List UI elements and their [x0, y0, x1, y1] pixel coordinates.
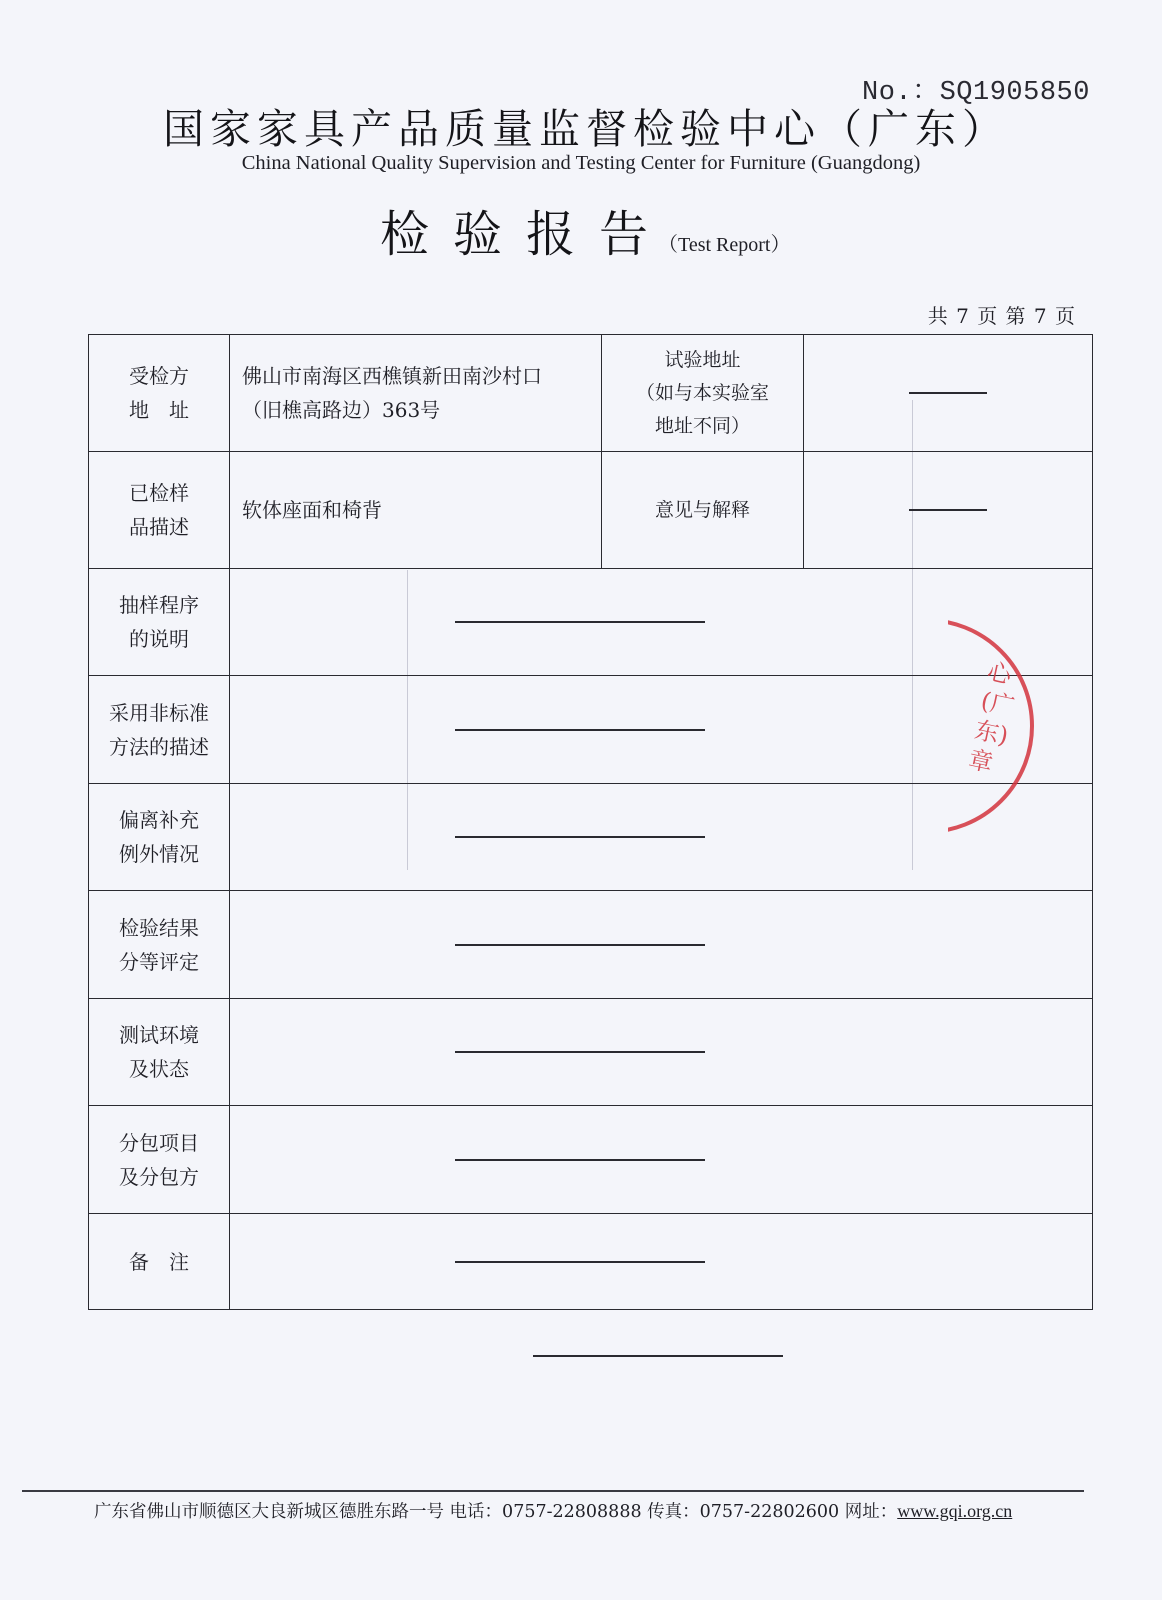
table-row — [89, 335, 1093, 452]
sample-label — [89, 452, 230, 569]
row-label — [89, 569, 230, 676]
test-address-value — [804, 335, 1093, 452]
label-line: 分等评定 — [119, 949, 199, 974]
label-line: 受检方 — [129, 364, 189, 388]
label-line: 抽样程序 — [119, 593, 199, 617]
label-line: 地址不同） — [654, 414, 750, 437]
empty-dash — [455, 1159, 705, 1161]
sample-value: 软体座面和椅背 — [230, 452, 602, 569]
label-line: 偏离补充 — [119, 808, 199, 832]
opinion-label: 意见与解释 — [602, 452, 804, 569]
report-number: No.：SQ1905850 — [862, 78, 1090, 108]
label-line: 已检样 — [129, 481, 189, 505]
label-line: 分包项目 — [119, 1130, 199, 1155]
empty-dash — [909, 509, 987, 511]
test-address-label — [602, 335, 804, 452]
empty-dash — [455, 1051, 705, 1053]
official-seal-stamp — [948, 618, 1048, 834]
label-line: 备 注 — [129, 1249, 189, 1274]
footer-address: 广东省佛山市顺德区大良新城区德胜东路一号 电话：0757-22808888 传真：0757-22802600 网址： — [94, 1502, 898, 1522]
report-title-en: （Test Report） — [658, 234, 791, 256]
empty-dash — [455, 729, 705, 731]
row-value — [230, 1214, 1093, 1310]
footer-divider — [22, 1490, 1084, 1492]
empty-dash — [455, 621, 705, 623]
label-line: 试验地址 — [664, 348, 741, 371]
row-label — [89, 1106, 230, 1214]
row-label — [89, 784, 230, 891]
label-line: 及状态 — [129, 1057, 189, 1081]
row-label — [89, 676, 230, 784]
table-row — [89, 676, 1093, 784]
value-line: （旧樵高路边）363号 — [242, 398, 441, 422]
empty-dash — [455, 944, 705, 946]
label-line: 例外情况 — [119, 842, 199, 866]
table-row — [89, 784, 1093, 891]
seal-text: 心(广东)章 — [966, 657, 1018, 778]
row-label — [89, 999, 230, 1106]
organization-name-en: China National Quality Supervision and Testing Center for Furniture (Guangdong) — [241, 152, 921, 174]
label-line: 的说明 — [129, 627, 189, 651]
organization-name-cn: 国家家具产品质量监督检验中心（广东） — [163, 105, 1009, 153]
label-line: 检验结果 — [119, 915, 199, 940]
label-line: 方法的描述 — [109, 734, 209, 759]
table-row — [89, 569, 1093, 676]
empty-dash — [455, 1261, 705, 1263]
table-row — [89, 891, 1093, 999]
label-line: （如与本实验室 — [635, 381, 769, 404]
address-label — [89, 335, 230, 452]
label-line: 及分包方 — [119, 1164, 199, 1189]
label-line: 测试环境 — [119, 1023, 199, 1047]
row-value — [230, 999, 1093, 1106]
row-label — [89, 1214, 230, 1310]
opinion-value — [804, 452, 1093, 569]
report-title-cn: 检验报告 — [380, 206, 673, 263]
footer-website-link[interactable]: www.gqi.org.cn — [897, 1501, 1013, 1521]
report-form-table — [88, 334, 1093, 1310]
row-value — [230, 1106, 1093, 1214]
report-title — [380, 196, 791, 266]
empty-dash — [455, 836, 705, 838]
label-line: 地 址 — [129, 398, 189, 422]
page-count: 共 7 页 第 7 页 — [927, 304, 1076, 328]
footer-contact — [94, 1498, 1084, 1523]
row-value — [230, 891, 1093, 999]
table-row — [89, 1106, 1093, 1214]
label-line: 品描述 — [129, 515, 189, 539]
address-value — [230, 335, 602, 452]
table-row — [89, 999, 1093, 1106]
value-line: 佛山市南海区西樵镇新田南沙村口 — [242, 364, 542, 388]
row-label — [89, 891, 230, 999]
table-row — [89, 452, 1093, 569]
end-of-report-dash — [533, 1355, 783, 1357]
empty-dash — [909, 392, 987, 394]
label-line: 采用非标准 — [109, 700, 209, 725]
table-row — [89, 1214, 1093, 1310]
